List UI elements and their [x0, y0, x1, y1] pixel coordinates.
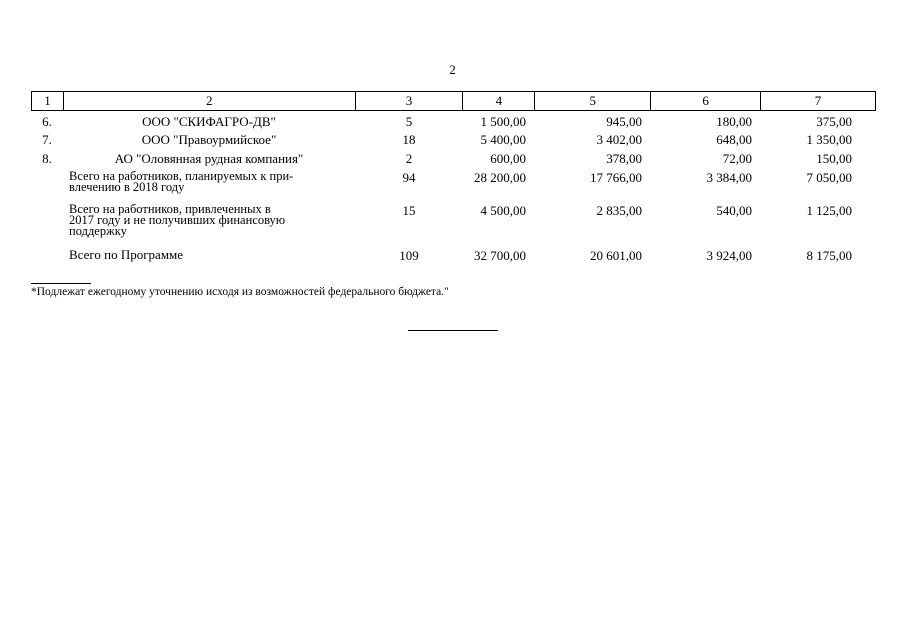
cell-col7: 1 125,00 — [806, 203, 852, 218]
row-number: 6. — [42, 114, 52, 129]
footnote: *Подлежат ежегодному уточнению исходя из возможностей федерального бюджета." — [31, 286, 449, 298]
cell-col4: 28 200,00 — [474, 170, 526, 185]
header-cell-7: 7 — [761, 92, 876, 111]
cell-col7: 1 350,00 — [806, 132, 852, 147]
cell-col3: 94 — [402, 170, 416, 185]
organization-name: АО "Оловянная рудная компания" — [114, 151, 304, 166]
total-label-line: Всего на работников, привлеченных в — [69, 202, 271, 216]
cell-col7: 8 175,00 — [806, 248, 852, 263]
header-cell-3: 3 — [355, 92, 463, 111]
header-row — [32, 92, 876, 111]
header-cell-1: 1 — [32, 92, 64, 111]
footnote-separator — [31, 283, 91, 284]
cell-col3: 15 — [402, 203, 416, 218]
cell-col6: 72,00 — [722, 151, 752, 166]
cell-col3: 5 — [405, 114, 413, 129]
total-label-line: поддержку — [69, 224, 127, 238]
row-number: 7. — [42, 132, 52, 147]
cell-col7: 7 050,00 — [806, 170, 852, 185]
total-row — [31, 249, 876, 267]
header-cell-4: 4 — [463, 92, 535, 111]
cell-col3: 109 — [399, 248, 419, 263]
cell-col6: 3 924,00 — [706, 248, 752, 263]
total-label-line: Всего на работников, планируемых к при- — [69, 169, 294, 183]
cell-col5: 17 766,00 — [590, 170, 642, 185]
cell-col5: 20 601,00 — [590, 248, 642, 263]
cell-col4: 600,00 — [490, 151, 526, 166]
cell-col3: 18 — [402, 132, 416, 147]
total-row — [31, 171, 876, 204]
organization-name: ООО "СКИФАГРО-ДВ" — [142, 114, 276, 129]
cell-col4: 32 700,00 — [474, 248, 526, 263]
header-cell-5: 5 — [535, 92, 651, 111]
header-cell-2: 2 — [63, 92, 355, 111]
cell-col7: 150,00 — [816, 151, 852, 166]
table-row — [31, 115, 876, 133]
total-label — [63, 204, 355, 249]
organization-name: ООО "Правоурмийское" — [141, 132, 277, 147]
cell-col3: 2 — [405, 151, 413, 166]
total-label-line: 2017 году и не получивших финансовую — [69, 213, 286, 227]
cell-col4: 1 500,00 — [480, 114, 526, 129]
row-number: 8. — [42, 151, 52, 166]
end-separator — [408, 330, 498, 331]
table-header — [31, 91, 876, 111]
cell-col6: 180,00 — [716, 114, 752, 129]
cell-col5: 378,00 — [606, 151, 642, 166]
cell-col5: 3 402,00 — [596, 132, 642, 147]
page-number: 2 — [449, 62, 456, 77]
cell-col7: 375,00 — [816, 114, 852, 129]
cell-col5: 2 835,00 — [596, 203, 642, 218]
cell-col6: 3 384,00 — [706, 170, 752, 185]
cell-col4: 5 400,00 — [480, 132, 526, 147]
cell-col4: 4 500,00 — [480, 203, 526, 218]
table-row — [31, 133, 876, 152]
cell-col5: 945,00 — [606, 114, 642, 129]
data-table — [31, 115, 876, 267]
header-cell-6: 6 — [651, 92, 761, 111]
total-label — [63, 171, 355, 204]
cell-col6: 540,00 — [716, 203, 752, 218]
total-row — [31, 204, 876, 249]
total-label: Всего по Программе — [69, 247, 184, 262]
cell-col6: 648,00 — [716, 132, 752, 147]
total-label-line: влечению в 2018 году — [69, 180, 185, 194]
